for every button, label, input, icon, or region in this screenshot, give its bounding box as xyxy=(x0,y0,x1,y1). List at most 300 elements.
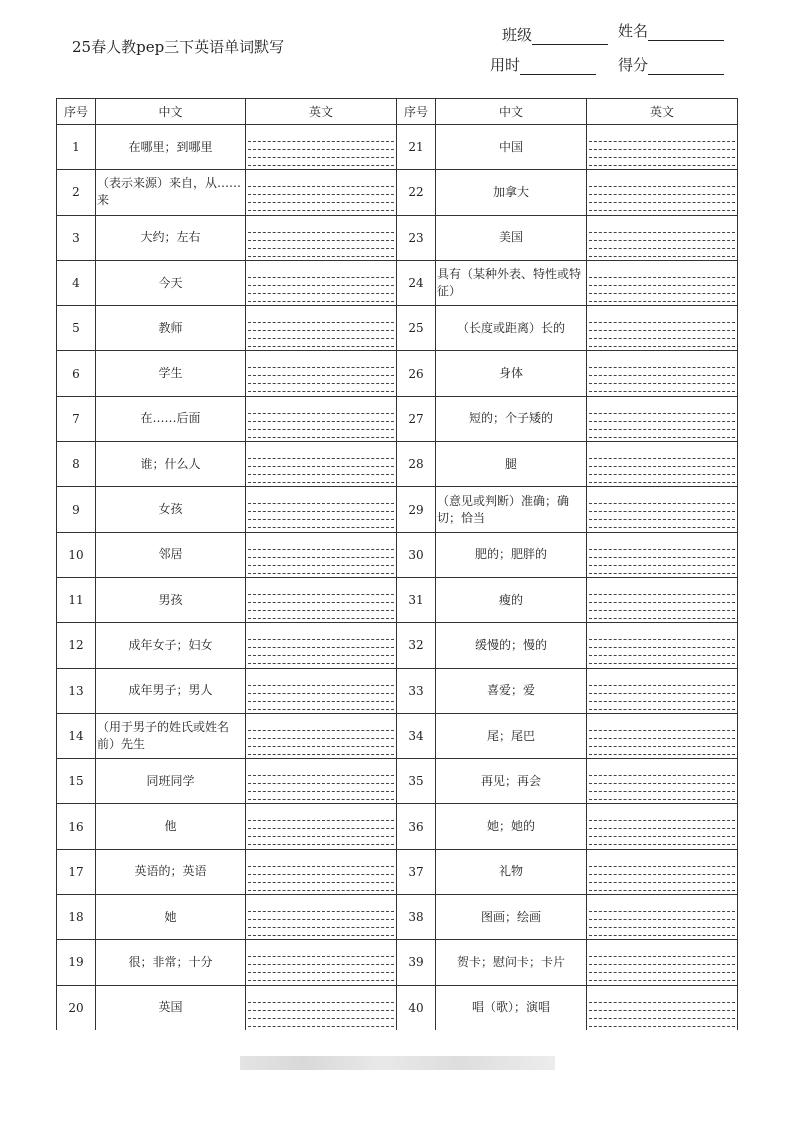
time-blank[interactable] xyxy=(520,56,596,75)
word-chinese-right: 图画；绘画 xyxy=(436,895,587,940)
word-chinese-right: （意见或判断）准确；确切；恰当 xyxy=(436,487,587,532)
dashed-line xyxy=(248,475,394,483)
answer-blank-left[interactable] xyxy=(246,351,397,396)
dashed-line xyxy=(248,496,394,504)
word-chinese-left: 成年男子；男人 xyxy=(96,668,246,713)
word-number-left: 11 xyxy=(57,577,96,622)
dashed-line xyxy=(248,611,394,619)
dashed-line xyxy=(248,648,394,656)
dashed-line xyxy=(589,566,735,574)
dashed-line xyxy=(248,422,394,430)
dashed-line xyxy=(248,784,394,792)
dashed-writing-lines xyxy=(589,949,735,977)
word-chinese-right: 腿 xyxy=(436,442,587,487)
word-chinese-right: 贺卡；慰问卡；卡片 xyxy=(436,940,587,985)
dashed-writing-lines xyxy=(248,723,394,751)
answer-blank-right[interactable] xyxy=(587,849,738,894)
score-blank[interactable] xyxy=(648,56,724,75)
dashed-line xyxy=(589,360,735,368)
word-chinese-left: 邻居 xyxy=(96,532,246,577)
dashed-line xyxy=(248,233,394,241)
word-number-right: 38 xyxy=(397,895,436,940)
dashed-line xyxy=(589,542,735,550)
dashed-writing-lines xyxy=(248,542,394,570)
dashed-line xyxy=(589,376,735,384)
word-chinese-right: 瘦的 xyxy=(436,577,587,622)
dashed-writing-lines xyxy=(248,813,394,841)
dashed-writing-lines xyxy=(248,406,394,434)
dashed-line xyxy=(589,187,735,195)
word-number-right: 36 xyxy=(397,804,436,849)
dashed-writing-lines xyxy=(589,768,735,796)
dashed-writing-lines xyxy=(248,225,394,253)
answer-blank-right[interactable] xyxy=(587,351,738,396)
dashed-line xyxy=(248,829,394,837)
dashed-line xyxy=(589,611,735,619)
dashed-line xyxy=(589,406,735,414)
answer-blank-right[interactable] xyxy=(587,396,738,441)
dashed-line xyxy=(589,475,735,483)
dashed-line xyxy=(589,467,735,475)
dashed-line xyxy=(248,632,394,640)
word-chinese-left: 大约；左右 xyxy=(96,215,246,260)
dashed-line xyxy=(248,587,394,595)
dashed-line xyxy=(589,792,735,800)
word-chinese-left: 教师 xyxy=(96,306,246,351)
dashed-line xyxy=(248,384,394,392)
dashed-writing-lines xyxy=(248,496,394,524)
dashed-line xyxy=(589,451,735,459)
word-number-right: 32 xyxy=(397,623,436,668)
dashed-writing-lines xyxy=(589,542,735,570)
word-chinese-right: 尾；尾巴 xyxy=(436,713,587,758)
dashed-line xyxy=(248,739,394,747)
header-en-right: 英文 xyxy=(587,99,738,125)
dashed-line xyxy=(589,747,735,755)
dashed-line xyxy=(589,867,735,875)
table-row xyxy=(57,260,738,305)
word-number-right: 33 xyxy=(397,668,436,713)
answer-blank-left[interactable] xyxy=(246,985,397,1030)
word-chinese-left: 很；非常；十分 xyxy=(96,940,246,985)
dashed-line xyxy=(248,792,394,800)
dashed-line xyxy=(589,294,735,302)
dashed-line xyxy=(248,331,394,339)
dashed-line xyxy=(248,1003,394,1011)
dashed-line xyxy=(589,949,735,957)
dashed-line xyxy=(248,376,394,384)
dashed-writing-lines xyxy=(589,179,735,207)
dashed-line xyxy=(589,784,735,792)
dashed-writing-lines xyxy=(248,587,394,615)
dashed-line xyxy=(589,504,735,512)
dashed-writing-lines xyxy=(589,904,735,932)
table-row xyxy=(57,125,738,170)
dashed-line xyxy=(589,512,735,520)
dashed-line xyxy=(589,278,735,286)
table-row xyxy=(57,306,738,351)
time-label: 用时 xyxy=(490,56,521,74)
dashed-line xyxy=(248,768,394,776)
dashed-line xyxy=(589,558,735,566)
answer-blank-left[interactable] xyxy=(246,713,397,758)
table-row xyxy=(57,577,738,622)
dashed-line xyxy=(248,837,394,845)
word-number-left: 5 xyxy=(57,306,96,351)
dashed-line xyxy=(248,973,394,981)
word-chinese-left: 女孩 xyxy=(96,487,246,532)
dashed-line xyxy=(589,859,735,867)
answer-blank-left[interactable] xyxy=(246,442,397,487)
dashed-writing-lines xyxy=(589,451,735,479)
dashed-line xyxy=(589,225,735,233)
name-label: 姓名 xyxy=(618,22,649,40)
table-row xyxy=(57,895,738,940)
dashed-line xyxy=(248,430,394,438)
dashed-writing-lines xyxy=(589,406,735,434)
dashed-writing-lines xyxy=(248,859,394,887)
dashed-line xyxy=(248,550,394,558)
table-row xyxy=(57,940,738,985)
answer-blank-left[interactable] xyxy=(246,215,397,260)
dashed-writing-lines xyxy=(248,768,394,796)
word-chinese-left: 在哪里；到哪里 xyxy=(96,125,246,170)
answer-blank-left[interactable] xyxy=(246,125,397,170)
word-number-right: 23 xyxy=(397,215,436,260)
word-number-right: 37 xyxy=(397,849,436,894)
word-chinese-right: 美国 xyxy=(436,215,587,260)
dashed-line xyxy=(589,603,735,611)
word-number-right: 26 xyxy=(397,351,436,396)
word-chinese-left: 男孩 xyxy=(96,577,246,622)
dashed-line xyxy=(589,550,735,558)
word-number-left: 9 xyxy=(57,487,96,532)
header-no-left: 序号 xyxy=(57,99,96,125)
word-number-left: 4 xyxy=(57,260,96,305)
dashed-line xyxy=(589,179,735,187)
dashed-line xyxy=(248,694,394,702)
dashed-line xyxy=(248,640,394,648)
worksheet-title: 25春人教pep三下英语单词默写 xyxy=(72,38,285,56)
dashed-line xyxy=(248,360,394,368)
dashed-line xyxy=(248,504,394,512)
word-number-right: 39 xyxy=(397,940,436,985)
word-number-left: 13 xyxy=(57,668,96,713)
answer-blank-right[interactable] xyxy=(587,759,738,804)
dashed-line xyxy=(248,904,394,912)
word-chinese-right: 缓慢的；慢的 xyxy=(436,623,587,668)
answer-blank-right[interactable] xyxy=(587,532,738,577)
dashed-line xyxy=(248,179,394,187)
word-chinese-right: 具有（某种外表、特性或特征） xyxy=(436,260,587,305)
word-number-right: 25 xyxy=(397,306,436,351)
word-number-left: 2 xyxy=(57,170,96,215)
word-number-left: 18 xyxy=(57,895,96,940)
dashed-line xyxy=(248,187,394,195)
dashed-line xyxy=(589,203,735,211)
dashed-line xyxy=(248,520,394,528)
table-row xyxy=(57,351,738,396)
dashed-writing-lines xyxy=(589,723,735,751)
dashed-line xyxy=(589,965,735,973)
dashed-line xyxy=(589,368,735,376)
dashed-line xyxy=(248,678,394,686)
table-row xyxy=(57,985,738,1030)
answer-blank-left[interactable] xyxy=(246,396,397,441)
dashed-writing-lines xyxy=(248,451,394,479)
answer-blank-left[interactable] xyxy=(246,170,397,215)
class-blank[interactable] xyxy=(532,26,608,45)
dashed-line xyxy=(248,875,394,883)
dashed-line xyxy=(589,158,735,166)
dashed-line xyxy=(248,731,394,739)
name-field[interactable] xyxy=(618,20,724,41)
dashed-line xyxy=(248,883,394,891)
dashed-line xyxy=(589,595,735,603)
dashed-line xyxy=(589,414,735,422)
dashed-line xyxy=(248,558,394,566)
word-number-left: 19 xyxy=(57,940,96,985)
dashed-line xyxy=(248,225,394,233)
dashed-line xyxy=(589,1019,735,1027)
name-blank[interactable] xyxy=(648,22,724,41)
dashed-line xyxy=(589,912,735,920)
word-chinese-right: 喜爱；爱 xyxy=(436,668,587,713)
header-zh-right: 中文 xyxy=(436,99,587,125)
word-chinese-left: 同班同学 xyxy=(96,759,246,804)
dashed-line xyxy=(248,920,394,928)
answer-blank-right[interactable] xyxy=(587,577,738,622)
word-chinese-left: （表示来源）来自，从……来 xyxy=(96,170,246,215)
word-number-left: 20 xyxy=(57,985,96,1030)
answer-blank-left[interactable] xyxy=(246,940,397,985)
dashed-writing-lines xyxy=(589,134,735,162)
word-chinese-left: 他 xyxy=(96,804,246,849)
word-number-left: 1 xyxy=(57,125,96,170)
dashed-line xyxy=(589,233,735,241)
table-row xyxy=(57,532,738,577)
dashed-line xyxy=(248,747,394,755)
dashed-line xyxy=(589,249,735,257)
dashed-writing-lines xyxy=(248,949,394,977)
answer-blank-right[interactable] xyxy=(587,170,738,215)
answer-blank-left[interactable] xyxy=(246,804,397,849)
dashed-line xyxy=(589,739,735,747)
word-chinese-right: 身体 xyxy=(436,351,587,396)
dashed-line xyxy=(248,949,394,957)
vocab-table xyxy=(56,98,738,1030)
dashed-line xyxy=(248,542,394,550)
dashed-line xyxy=(589,776,735,784)
word-chinese-left: （用于男子的姓氏或姓名前）先生 xyxy=(96,713,246,758)
dashed-line xyxy=(248,315,394,323)
header-zh-left: 中文 xyxy=(96,99,246,125)
word-chinese-right: 礼物 xyxy=(436,849,587,894)
dashed-line xyxy=(248,867,394,875)
word-number-left: 7 xyxy=(57,396,96,441)
dashed-line xyxy=(589,134,735,142)
word-number-left: 8 xyxy=(57,442,96,487)
word-number-right: 28 xyxy=(397,442,436,487)
word-chinese-right: 再见；再会 xyxy=(436,759,587,804)
word-chinese-left: 今天 xyxy=(96,260,246,305)
dashed-line xyxy=(248,294,394,302)
answer-blank-right[interactable] xyxy=(587,985,738,1030)
dashed-line xyxy=(589,928,735,936)
word-chinese-right: 唱（歌）；演唱 xyxy=(436,985,587,1030)
dashed-line xyxy=(589,241,735,249)
dashed-line xyxy=(248,195,394,203)
answer-blank-right[interactable] xyxy=(587,895,738,940)
answer-blank-right[interactable] xyxy=(587,215,738,260)
score-field[interactable] xyxy=(618,54,724,75)
word-chinese-right: （长度或距离）长的 xyxy=(436,306,587,351)
word-chinese-left: 英语的；英语 xyxy=(96,849,246,894)
answer-blank-left[interactable] xyxy=(246,260,397,305)
dashed-line xyxy=(248,203,394,211)
word-chinese-left: 谁；什么人 xyxy=(96,442,246,487)
class-field[interactable] xyxy=(502,24,608,45)
answer-blank-right[interactable] xyxy=(587,125,738,170)
dashed-line xyxy=(589,995,735,1003)
word-number-left: 15 xyxy=(57,759,96,804)
answer-blank-left[interactable] xyxy=(246,487,397,532)
word-number-left: 3 xyxy=(57,215,96,260)
dashed-line xyxy=(589,648,735,656)
dashed-line xyxy=(589,270,735,278)
answer-blank-left[interactable] xyxy=(246,532,397,577)
word-chinese-left: 成年女子；妇女 xyxy=(96,623,246,668)
dashed-line xyxy=(248,158,394,166)
table-row xyxy=(57,759,738,804)
dashed-line xyxy=(589,973,735,981)
dashed-line xyxy=(589,694,735,702)
dashed-line xyxy=(589,384,735,392)
dashed-writing-lines xyxy=(589,813,735,841)
dashed-line xyxy=(589,875,735,883)
dashed-writing-lines xyxy=(248,270,394,298)
answer-blank-right[interactable] xyxy=(587,940,738,985)
table-row xyxy=(57,487,738,532)
word-chinese-right: 她；她的 xyxy=(436,804,587,849)
dashed-line xyxy=(248,1011,394,1019)
dashed-line xyxy=(248,723,394,731)
dashed-line xyxy=(589,686,735,694)
dashed-line xyxy=(248,702,394,710)
answer-blank-right[interactable] xyxy=(587,487,738,532)
dashed-writing-lines xyxy=(248,632,394,660)
dashed-line xyxy=(589,640,735,648)
table-row xyxy=(57,804,738,849)
answer-blank-left[interactable] xyxy=(246,759,397,804)
dashed-line xyxy=(589,520,735,528)
word-chinese-left: 学生 xyxy=(96,351,246,396)
answer-blank-right[interactable] xyxy=(587,442,738,487)
dashed-line xyxy=(248,323,394,331)
answer-blank-right[interactable] xyxy=(587,260,738,305)
dashed-writing-lines xyxy=(589,859,735,887)
dashed-line xyxy=(248,286,394,294)
word-number-right: 24 xyxy=(397,260,436,305)
table-row xyxy=(57,668,738,713)
answer-blank-right[interactable] xyxy=(587,623,738,668)
dashed-writing-lines xyxy=(589,496,735,524)
word-chinese-left: 在……后面 xyxy=(96,396,246,441)
dashed-writing-lines xyxy=(589,360,735,388)
dashed-writing-lines xyxy=(248,995,394,1023)
dashed-line xyxy=(248,406,394,414)
answer-blank-left[interactable] xyxy=(246,668,397,713)
answer-blank-right[interactable] xyxy=(587,306,738,351)
table-row xyxy=(57,170,738,215)
answer-blank-left[interactable] xyxy=(246,849,397,894)
dashed-line xyxy=(248,142,394,150)
dashed-line xyxy=(589,656,735,664)
dashed-line xyxy=(589,1011,735,1019)
dashed-line xyxy=(248,278,394,286)
dashed-line xyxy=(589,821,735,829)
dashed-line xyxy=(589,286,735,294)
dashed-writing-lines xyxy=(589,225,735,253)
dashed-line xyxy=(248,134,394,142)
dashed-writing-lines xyxy=(589,995,735,1023)
dashed-writing-lines xyxy=(589,678,735,706)
dashed-writing-lines xyxy=(248,360,394,388)
dashed-line xyxy=(248,595,394,603)
dashed-line xyxy=(248,957,394,965)
answer-blank-left[interactable] xyxy=(246,577,397,622)
dashed-line xyxy=(589,430,735,438)
word-chinese-left: 她 xyxy=(96,895,246,940)
dashed-line xyxy=(248,776,394,784)
dashed-line xyxy=(589,422,735,430)
dashed-writing-lines xyxy=(248,134,394,162)
dashed-line xyxy=(589,331,735,339)
word-chinese-right: 中国 xyxy=(436,125,587,170)
dashed-line xyxy=(589,632,735,640)
answer-blank-right[interactable] xyxy=(587,713,738,758)
dashed-line xyxy=(248,451,394,459)
dashed-line xyxy=(248,603,394,611)
dashed-writing-lines xyxy=(248,315,394,343)
dashed-writing-lines xyxy=(248,678,394,706)
dashed-line xyxy=(248,813,394,821)
answer-blank-right[interactable] xyxy=(587,668,738,713)
dashed-line xyxy=(589,459,735,467)
answer-blank-left[interactable] xyxy=(246,623,397,668)
word-number-right: 35 xyxy=(397,759,436,804)
dashed-line xyxy=(589,678,735,686)
dashed-line xyxy=(248,995,394,1003)
time-field[interactable] xyxy=(490,54,596,75)
dashed-line xyxy=(589,195,735,203)
dashed-line xyxy=(589,883,735,891)
header-en-left: 英文 xyxy=(246,99,397,125)
word-number-right: 29 xyxy=(397,487,436,532)
dashed-line xyxy=(589,1003,735,1011)
dashed-line xyxy=(589,723,735,731)
dashed-writing-lines xyxy=(589,587,735,615)
footer-watermark xyxy=(240,1056,555,1070)
answer-blank-left[interactable] xyxy=(246,306,397,351)
word-number-right: 30 xyxy=(397,532,436,577)
answer-blank-left[interactable] xyxy=(246,895,397,940)
answer-blank-right[interactable] xyxy=(587,804,738,849)
dashed-line xyxy=(589,150,735,158)
dashed-writing-lines xyxy=(248,179,394,207)
word-number-left: 6 xyxy=(57,351,96,396)
dashed-line xyxy=(589,315,735,323)
